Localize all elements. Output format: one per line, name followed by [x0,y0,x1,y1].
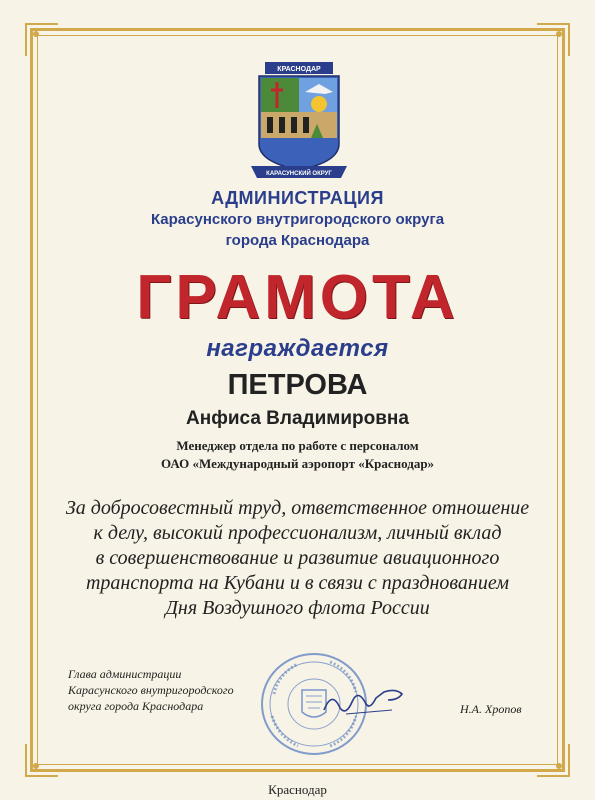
corner-ornament-bottom-right [533,740,573,780]
signer-role-line: Глава администрации [68,667,182,681]
recipient-name: Анфиса Владимировна [186,408,409,429]
certificate-title: ГРАМОТА [136,263,459,332]
signer-role [68,666,234,714]
corner-ornament-bottom-left [22,740,62,780]
award-reason [0,496,595,621]
recipient-position-line1: Менеджер отдела по работе с персоналом [176,438,419,453]
district-coat-of-arms [247,62,351,182]
award-reason-line: к делу, высокий профессионализм, личный вклад [93,522,502,544]
award-reason-line: Дня Воздушного флота России [165,597,430,619]
signer-name: Н.А. Хропов [460,702,522,716]
recipient-position-line2: ОАО «Международный аэропорт «Краснодар» [160,456,435,471]
emblem-bottom-banner: КАРАСУНСКИЙ ОКРУГ [266,171,332,177]
award-reason-line: транспорта на Кубани и в связи с празднованием [85,572,509,594]
corner-ornament-top-right [533,20,573,60]
corner-ornament-top-left [22,20,62,60]
signer-role-line: округа города Краснодара [68,699,204,713]
handwritten-signature [318,680,408,720]
emblem-top-banner: КРАСНОДАР [277,66,321,73]
signer-role-line: Карасунского внутригородского [68,683,234,697]
administration-subtitle-line1: Карасунского внутригородского округа [150,211,445,228]
awarded-word: награждается [206,335,389,362]
award-reason-line: в совершенствование и развитие авиационного [95,547,500,569]
award-reason-line: За добросовестный труд, ответственное отношение [65,497,530,519]
administration-title: АДМИНИСТРАЦИЯ [211,188,384,208]
city-footer: Краснодар [268,782,327,797]
recipient-surname: ПЕТРОВА [227,369,368,401]
administration-subtitle-line2: города Краснодара [225,232,370,249]
